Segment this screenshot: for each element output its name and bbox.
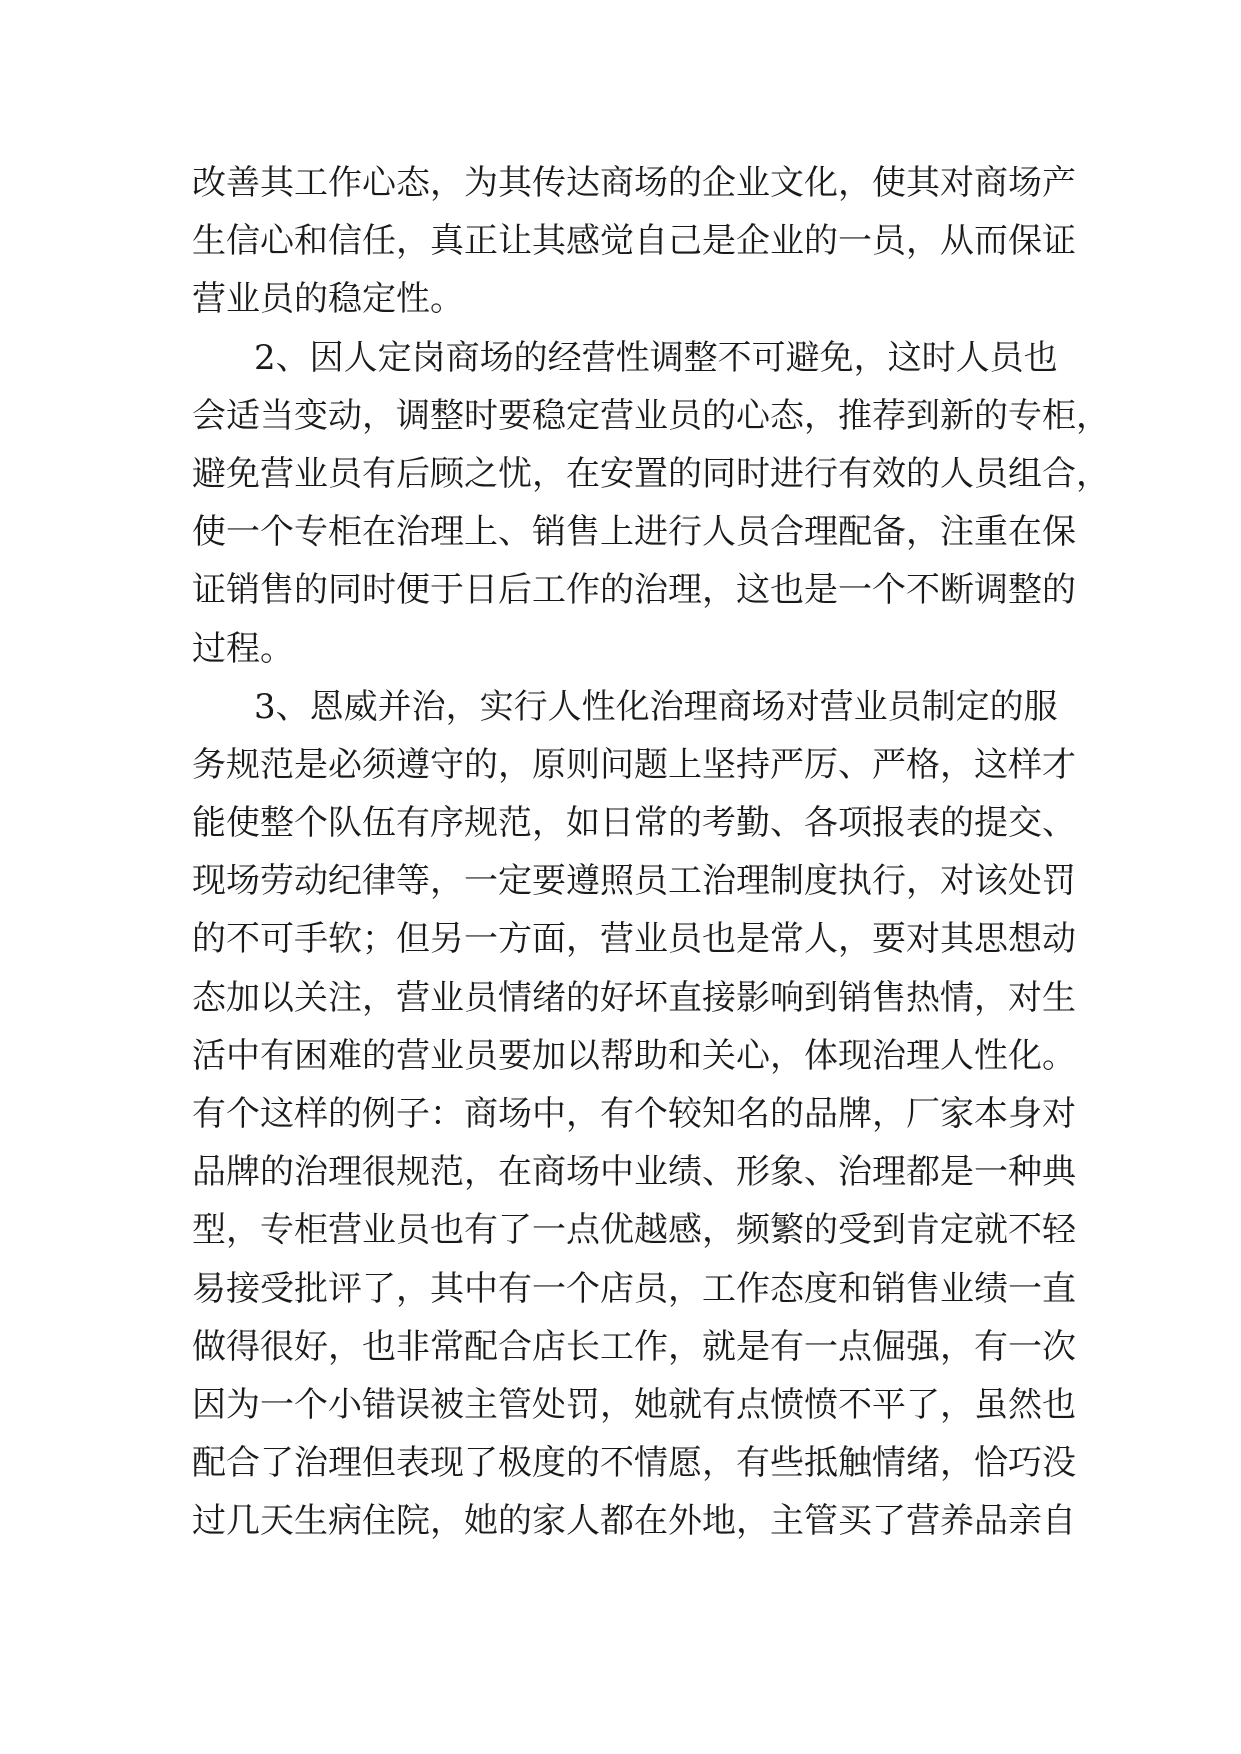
text-line: 做得很好，也非常配合店长工作，就是有一点倔强，有一次 xyxy=(192,1326,1076,1367)
text-line: 证销售的同时便于日后工作的治理，这也是一个不断调整的 xyxy=(192,570,1076,611)
text-line: 活中有困难的营业员要加以帮助和关心，体现治理人性化。 xyxy=(192,1035,1076,1076)
text-line: 过程。 xyxy=(192,628,294,669)
text-line: 现场劳动纪律等，一定要遵照员工治理制度执行，对该处罚 xyxy=(192,861,1076,902)
text-line: 务规范是必须遵守的，原则问题上坚持严厉、严格，这样才 xyxy=(192,744,1076,785)
text-line: 配合了治理但表现了极度的不情愿，有些抵触情绪，恰巧没 xyxy=(192,1443,1076,1484)
text-line: 生信心和信任，真正让其感觉自己是企业的一员，从而保证 xyxy=(192,221,1076,262)
text-line: 营业员的稳定性。 xyxy=(192,279,464,320)
text-line: 过几天生病住院，她的家人都在外地，主管买了营养品亲自 xyxy=(192,1501,1076,1542)
text-line: 态加以关注，营业员情绪的好坏直接影响到销售热情，对生 xyxy=(192,977,1076,1018)
text-line: 易接受批评了，其中有一个店员，工作态度和销售业绩一直 xyxy=(192,1268,1076,1309)
text-line: 有个这样的例子：商场中，有个较知名的品牌，厂家本身对 xyxy=(192,1094,1076,1134)
text-line: 3、恩威并治，实行人性化治理商场对营业员制定的服 xyxy=(254,686,1058,727)
text-line: 使一个专柜在治理上、销售上进行人员合理配备，注重在保 xyxy=(192,512,1076,553)
paragraph xyxy=(192,678,1076,1551)
text-line: 品牌的治理很规范，在商场中业绩、形象、治理都是一种典 xyxy=(192,1152,1076,1193)
text-line: 能使整个队伍有序规范，如日常的考勤、各项报表的提交、 xyxy=(192,803,1076,844)
text-line: 2、因人定岗商场的经营性调整不可避免，这时人员也 xyxy=(254,337,1058,378)
text-line: 的不可手软；但另一方面，营业员也是常人，要对其思想动 xyxy=(192,919,1076,960)
text-line: 因为一个小错误被主管处罚，她就有点愤愤不平了，虽然也 xyxy=(192,1384,1076,1425)
paragraph xyxy=(192,329,1110,678)
paragraph xyxy=(192,154,1076,329)
document-body xyxy=(192,154,1110,1551)
text-line: 改善其工作心态，为其传达商场的企业文化，使其对商场产 xyxy=(192,163,1076,203)
text-line: 型，专柜营业员也有了一点优越感，频繁的受到肯定就不轻 xyxy=(192,1210,1076,1251)
text-line: 避免营业员有后顾之忧，在安置的同时进行有效的人员组合， xyxy=(192,453,1110,494)
text-line: 会适当变动，调整时要稳定营业员的心态，推荐到新的专柜， xyxy=(192,395,1110,436)
